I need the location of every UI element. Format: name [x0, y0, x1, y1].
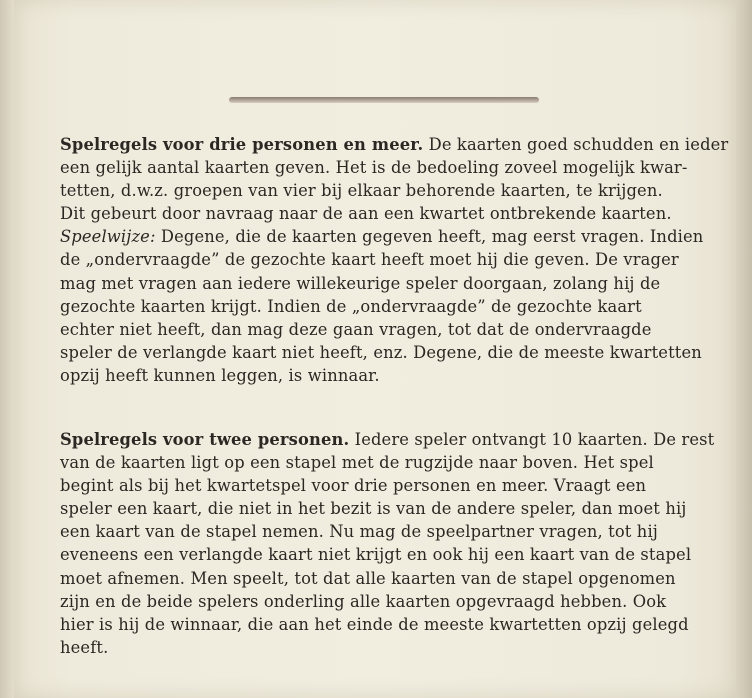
text-line: opzij heeft kunnen leggen, is winnaar.	[60, 365, 380, 385]
rules-section-two-players	[60, 428, 728, 659]
text-line: mag met vragen aan iedere willekeurige speler doorgaan, zolang hij de	[60, 273, 661, 293]
text-line: van de kaarten ligt op een stapel met de rugzijde naar boven. Het spel	[60, 453, 654, 473]
text-fragment: Iedere speler ontvangt 10 kaarten. De rest	[349, 430, 715, 449]
text-line: Dit gebeurt door navraag naar de aan een kwartet ontbrekende kaarten.	[60, 204, 672, 224]
text-line: de „ondervraagde” de gezochte kaart heeft moet hij die geven. De vrager	[60, 250, 679, 270]
text-line: een kaart van de stapel nemen. Nu mag de speelpartner vragen, tot hij	[60, 522, 658, 542]
text-line: moet afnemen. Men speelt, tot dat alle kaarten van de stapel opgenomen	[60, 568, 676, 588]
text-line: hier is hij de winnaar, die aan het einde de meeste kwartetten opzij gelegd	[60, 614, 689, 634]
text-line: zijn en de beide spelers onderling alle kaarten opgevraagd hebben. Ook	[60, 591, 667, 611]
text-line	[60, 133, 728, 156]
box-left-edge	[0, 0, 14, 698]
text-line: gezochte kaarten krijgt. Indien de „ondervraagde” de gezochte kaart	[60, 296, 642, 316]
text-line: een gelijk aantal kaarten geven. Het is de bedoeling zoveel mogelijk kwar-	[60, 158, 688, 178]
box-right-edge	[736, 0, 752, 698]
card-slot	[229, 97, 539, 103]
section-heading: Spelregels voor twee personen.	[60, 430, 350, 449]
text-line: speler de verlangde kaart niet heeft, enz. Degene, die de meeste kwartetten	[60, 342, 702, 362]
speelwijze-label: Speelwijze:	[60, 227, 156, 247]
text-line: begint als bij het kwartetspel voor drie personen en meer. Vraagt een	[60, 476, 647, 496]
text-line: eveneens een verlangde kaart niet krijgt en ook hij een kaart van de stapel	[60, 545, 692, 565]
text-line	[60, 428, 728, 451]
text-line: speler een kaart, die niet in het bezit is van de andere speler, dan moet hij	[60, 499, 687, 519]
text-line	[60, 225, 728, 248]
text-fragment: Degene, die de kaarten gegeven heeft, mag eerst vragen. Indien	[155, 227, 704, 247]
text-line: echter niet heeft, dan mag deze gaan vragen, tot dat de ondervraagde	[60, 319, 652, 339]
section-heading: Spelregels voor drie personen en meer.	[60, 135, 424, 154]
text-line: heeft.	[60, 637, 109, 657]
text-fragment: De kaarten goed schudden en ieder	[423, 135, 729, 154]
rules-section-three-players	[60, 133, 728, 387]
text-line: tetten, d.w.z. groepen van vier bij elkaar behorende kaarten, te krijgen.	[60, 181, 663, 201]
